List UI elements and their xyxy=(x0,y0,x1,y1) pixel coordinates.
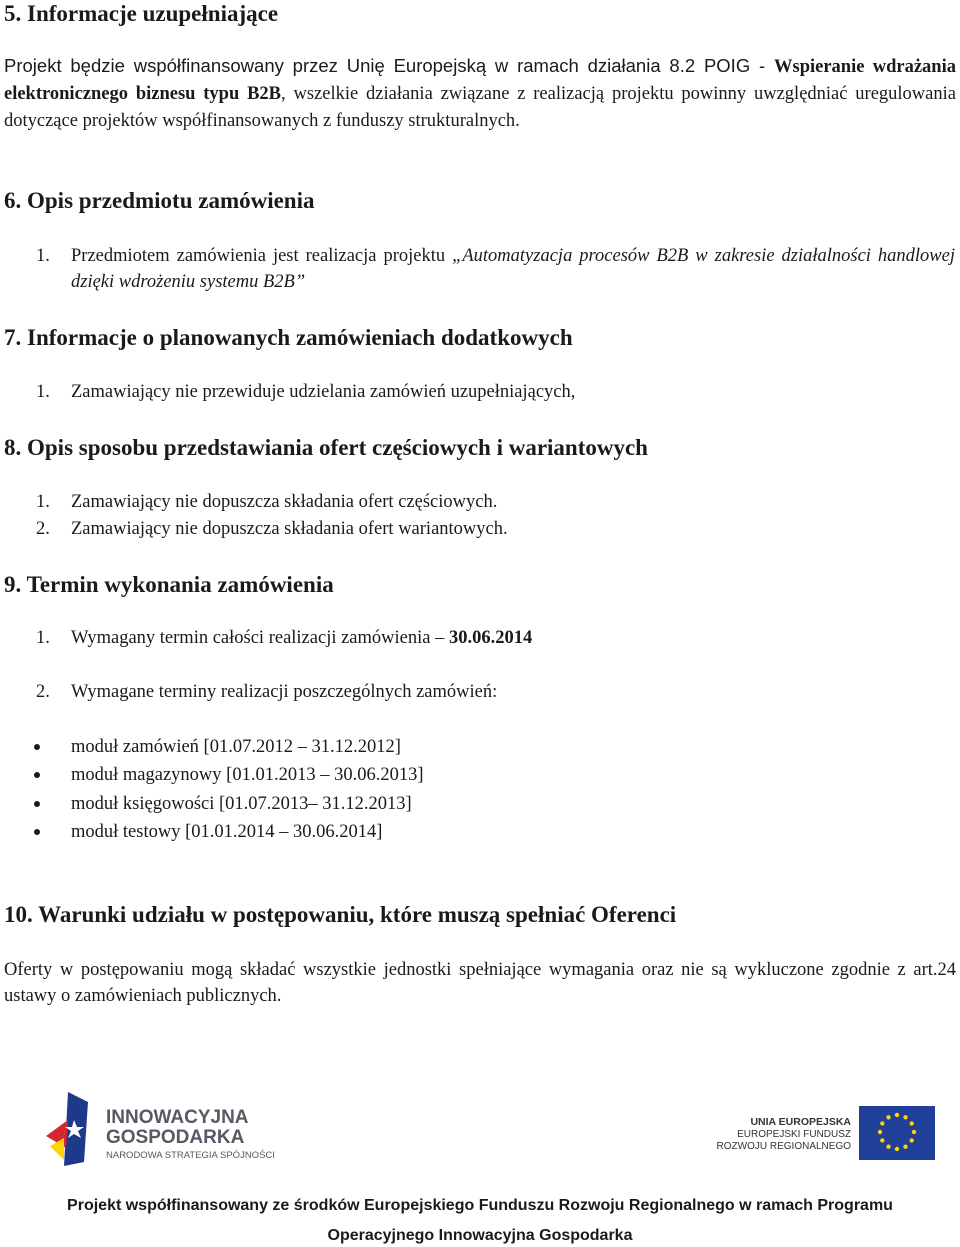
section-5-heading: 5. Informacje uzupełniające xyxy=(4,1,279,26)
section-8-item-1-number: 1. xyxy=(36,492,50,512)
section-5-text-bold: Wspieranie wdrażania elektronicznego biznesu typu B2B xyxy=(4,57,956,104)
section-5-text-b: , wszelkie działania związane z realizacją projektu powinny uwzględniać uregulowania dotyczące projektów współfinansowanych z funduszy strukturalnych. xyxy=(4,84,956,131)
section-7-item-1-text: Zamawiający nie przewiduje udzielania zamówień uzupełniających, xyxy=(71,382,576,402)
section-9-heading: 9. Termin wykonania zamówienia xyxy=(4,572,334,597)
innowacyjna-gospodarka-logo xyxy=(44,1090,284,1170)
footer-line-1: Projekt współfinansowany ze środków Europejskiego Funduszu Rozwoju Regionalnego w ramach Programu xyxy=(67,1197,893,1214)
bullet-icon xyxy=(34,744,40,750)
logo-right-line1: UNIA EUROPEJSKA xyxy=(750,1116,851,1128)
section-9-item-1-plain: Wymagany termin całości realizacji zamówienia – xyxy=(71,628,449,648)
bullet-text: moduł magazynowy [01.01.2013 – 30.06.2013] xyxy=(71,765,424,785)
bullet-icon xyxy=(34,829,40,835)
eu-flag-icon xyxy=(859,1106,935,1160)
bullet-icon xyxy=(34,801,40,807)
completion-date: 30.06.2014 xyxy=(448,628,533,648)
innowacyjna-gospodarka-emblem-icon xyxy=(44,1090,92,1168)
bullet-text: moduł testowy [01.01.2014 – 30.06.2014] xyxy=(71,822,383,842)
section-9-item-1-number: 1. xyxy=(36,628,50,648)
section-7-heading: 7. Informacje o planowanych zamówieniach dodatkowych xyxy=(4,325,573,350)
section-9-item-2-number: 2. xyxy=(36,682,50,702)
section-9-item-2-text: Wymagane terminy realizacji poszczególnych zamówień: xyxy=(71,682,498,702)
logo-left-line2: GOSPODARKA xyxy=(106,1127,245,1148)
section-7-item-1-number: 1. xyxy=(36,382,50,402)
section-5-paragraph xyxy=(4,53,956,134)
section-6-item-1-number: 1. xyxy=(36,246,50,266)
section-8-item-2-text: Zamawiający nie dopuszcza składania ofert wariantowych. xyxy=(71,519,508,539)
bullet-text: moduł księgowości [01.07.2013– 31.12.2013] xyxy=(71,794,412,814)
bullet-text: moduł zamówień [01.07.2012 – 31.12.2012] xyxy=(71,737,401,757)
project-title: „Automatyzacja procesów B2B w zakresie działalności handlowej dzięki wdrożeniu systemu B2B” xyxy=(71,246,955,292)
section-6-item-1-plain: Przedmiotem zamówienia jest realizacja projektu xyxy=(71,246,453,266)
section-6-item-1 xyxy=(0,243,960,297)
logo-left-line3: NARODOWA STRATEGIA SPÓJNOŚCI xyxy=(106,1150,275,1161)
section-10-heading: 10. Warunki udziału w postępowaniu, które muszą spełniać Oferenci xyxy=(4,902,677,927)
section-8-item-1-text: Zamawiający nie dopuszcza składania ofert częściowych. xyxy=(71,492,498,512)
footer-line-2: Operacyjnego Innowacyjna Gospodarka xyxy=(327,1227,633,1244)
logo-left-line1: INNOWACYJNA xyxy=(106,1107,249,1128)
section-8-heading: 8. Opis sposobu przedstawiania ofert częściowych i wariantowych xyxy=(4,435,648,460)
section-8-item-2-number: 2. xyxy=(36,519,50,539)
section-9-item-1-text xyxy=(71,625,532,651)
logo-right-line2: EUROPEJSKI FUNDUSZ xyxy=(737,1129,851,1140)
logo-right-line3: ROZWOJU REGIONALNEGO xyxy=(716,1141,851,1152)
section-5-text-a: Projekt będzie współfinansowany przez Unię Europejską w ramach działania 8.2 POIG - xyxy=(4,55,774,76)
section-6-item-1-text xyxy=(71,243,955,295)
eu-logo xyxy=(716,1106,935,1161)
section-10-paragraph: Oferty w postępowaniu mogą składać wszystkie jednostki spełniające wymagania oraz nie są wykluczone zgodnie z art.24 ustawy o zamówieniach publicznych. xyxy=(4,960,956,1006)
section-6-heading: 6. Opis przedmiotu zamówienia xyxy=(4,188,315,213)
bullet-icon xyxy=(34,772,40,778)
